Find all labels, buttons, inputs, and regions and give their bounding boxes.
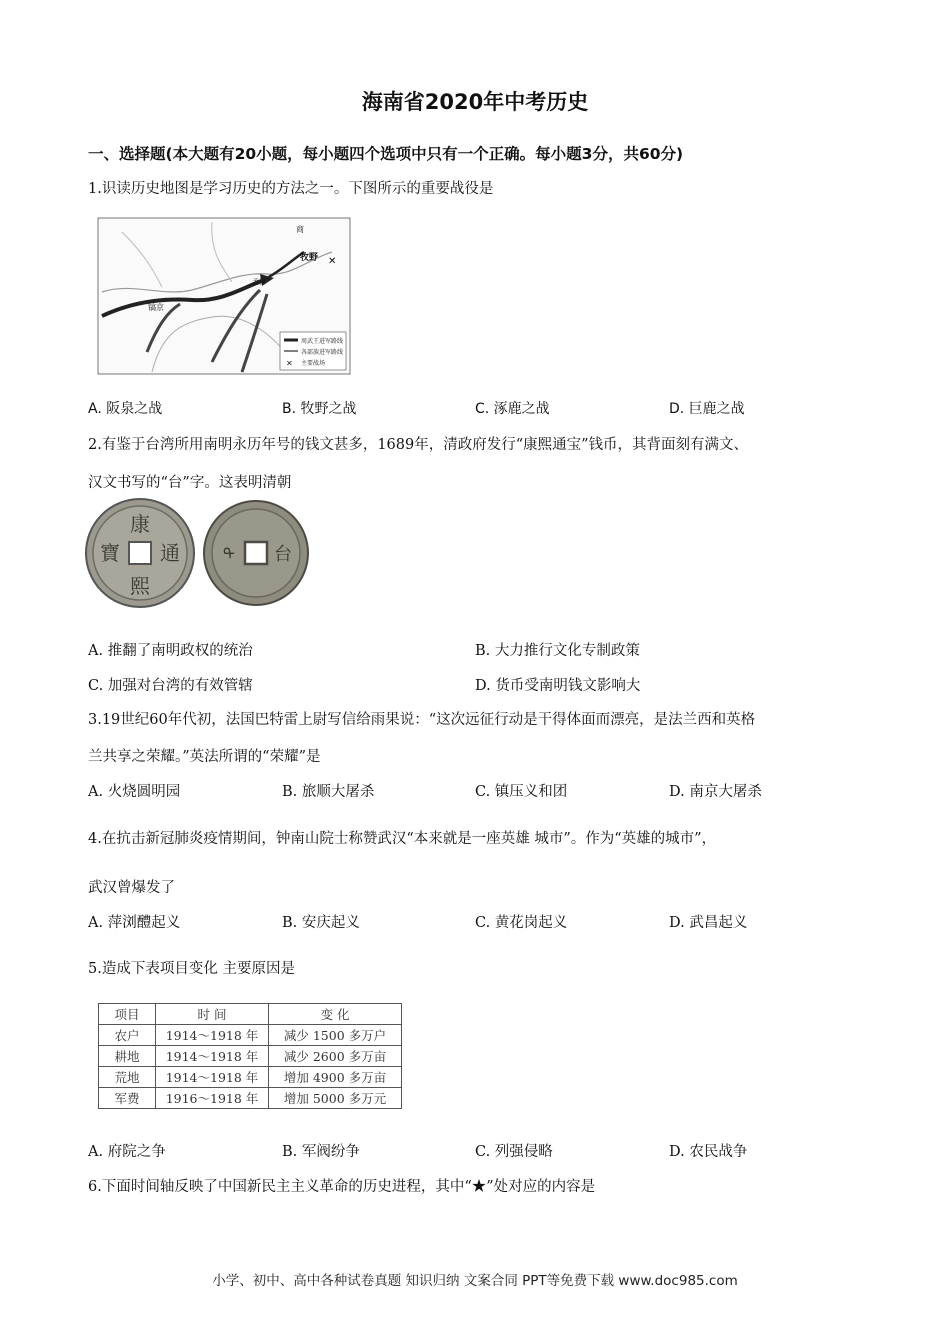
q5-option-b[interactable]: B. 军阀纷争 bbox=[282, 1144, 360, 1160]
coin-char-top: 康 bbox=[130, 512, 150, 536]
coin-back-image bbox=[204, 501, 308, 605]
question-2-stem-line1: 2.有鉴于台湾所用南明永历年号的钱文甚多，1689年，清政府发行“康熙通宝”钱币，其背面刻有满文、 bbox=[88, 437, 749, 453]
coin-char-left: 寶 bbox=[100, 541, 120, 565]
table-row bbox=[99, 1046, 402, 1067]
table-cell: 军费 bbox=[99, 1088, 156, 1109]
table-cell: 1914～1918 年 bbox=[156, 1046, 269, 1067]
legend-tribe-route: 各部族进军路线 bbox=[301, 349, 344, 356]
q5-option-d[interactable]: D. 农民战争 bbox=[669, 1144, 748, 1160]
question-1-stem: 1.识读历史地图是学习历史的方法之一。下图所示的重要战役是 bbox=[88, 181, 494, 197]
q1-option-b[interactable]: B. 牧野之战 bbox=[282, 401, 357, 417]
page-title: 海南省2020年中考历史 bbox=[361, 90, 589, 114]
data-table bbox=[98, 1003, 402, 1109]
q3-option-b[interactable]: B. 旅顺大屠杀 bbox=[282, 784, 375, 800]
question-4-stem-line1: 4.在抗击新冠肺炎疫情期间，钟南山院士称赞武汉“本来就是一座英雄 城市”。作为“英雄的城市”， bbox=[88, 831, 717, 847]
q2-option-b[interactable]: B. 大力推行文化专制政策 bbox=[475, 643, 640, 659]
table-cell: 荒地 bbox=[99, 1067, 156, 1088]
q1-option-a[interactable]: A. 阪泉之战 bbox=[88, 401, 163, 417]
page-footer: 小学、初中、高中各种试卷真题 知识归纳 文案合同 PPT等免费下载 www.doc985.com bbox=[212, 1273, 738, 1289]
table-cell: 1916～1918 年 bbox=[156, 1088, 269, 1109]
table-cell: 增加 5000 多万元 bbox=[269, 1088, 402, 1109]
table-row bbox=[99, 1025, 402, 1046]
q4-option-b[interactable]: B. 安庆起义 bbox=[282, 915, 360, 931]
battle-map-figure bbox=[92, 212, 354, 380]
legend-king-route: 周武王进军路线 bbox=[301, 338, 344, 345]
coin-back-char: 台 bbox=[274, 544, 292, 565]
q4-option-a[interactable]: A. 萍浏醴起义 bbox=[88, 915, 181, 931]
map-label-mengjin: 孟津 bbox=[252, 278, 266, 286]
table-header: 时 间 bbox=[156, 1004, 269, 1025]
table-cell: 减少 1500 多万户 bbox=[269, 1025, 402, 1046]
battle-mark-icon: ✕ bbox=[328, 256, 337, 267]
question-6-stem: 6.下面时间轴反映了中国新民主主义革命的历史进程，其中“★”处对应的内容是 bbox=[88, 1179, 596, 1195]
question-2-stem-line2: 汉文书写的“台”字。这表明清朝 bbox=[88, 475, 292, 491]
map-label-muye: 牧野 bbox=[300, 253, 319, 263]
table-cell: 增加 4900 多万亩 bbox=[269, 1067, 402, 1088]
table-header: 项目 bbox=[99, 1004, 156, 1025]
table-header-row bbox=[99, 1004, 402, 1025]
q3-option-c[interactable]: C. 镇压义和团 bbox=[475, 784, 568, 800]
q2-option-c[interactable]: C. 加强对台湾的有效管辖 bbox=[88, 678, 253, 694]
q1-option-d[interactable]: D. 巨鹿之战 bbox=[669, 401, 745, 417]
table-cell: 1914～1918 年 bbox=[156, 1025, 269, 1046]
map-label-shang: 商 bbox=[296, 225, 304, 234]
q2-option-d[interactable]: D. 货币受南明钱文影响大 bbox=[475, 678, 641, 694]
question-3-stem-line2: 兰共享之荣耀。”英法所谓的“荣耀”是 bbox=[88, 749, 321, 765]
svg-text:✕: ✕ bbox=[286, 359, 293, 368]
q2-option-a[interactable]: A. 推翻了南明政权的统治 bbox=[88, 643, 253, 659]
coin-figure bbox=[84, 497, 324, 609]
table-cell: 农户 bbox=[99, 1025, 156, 1046]
coin-char-bottom: 熙 bbox=[130, 574, 150, 598]
legend-battlefield: 主要战场 bbox=[301, 360, 326, 367]
q3-option-d[interactable]: D. 南京大屠杀 bbox=[669, 784, 762, 800]
table-row bbox=[99, 1067, 402, 1088]
question-5-stem: 5.造成下表项目变化 主要原因是 bbox=[88, 961, 295, 977]
question-4-stem-line2: 武汉曾爆发了 bbox=[88, 880, 175, 896]
q3-option-a[interactable]: A. 火烧圆明园 bbox=[88, 784, 181, 800]
q5-option-c[interactable]: C. 列强侵略 bbox=[475, 1144, 553, 1160]
q1-option-c[interactable]: C. 涿鹿之战 bbox=[475, 401, 550, 417]
q5-option-a[interactable]: A. 府院之争 bbox=[88, 1144, 166, 1160]
table-row bbox=[99, 1088, 402, 1109]
map-label-haojing: 镐京 bbox=[148, 303, 164, 312]
svg-text:ᠲ: ᠲ bbox=[223, 545, 235, 564]
coin-front-image bbox=[86, 499, 194, 607]
question-3-stem-line1: 3.19世纪60年代初，法国巴特雷上尉写信给雨果说：“这次远征行动是干得体面而漂亮，是法兰西和英格 bbox=[88, 712, 756, 728]
section-heading: 一、选择题(本大题有20小题，每小题四个选项中只有一个正确。每小题3分，共60分) bbox=[88, 145, 684, 163]
table-header: 变 化 bbox=[269, 1004, 402, 1025]
q4-option-d[interactable]: D. 武昌起义 bbox=[669, 915, 748, 931]
coin-char-right: 通 bbox=[160, 541, 180, 565]
table-cell: 耕地 bbox=[99, 1046, 156, 1067]
table-cell: 1914～1918 年 bbox=[156, 1067, 269, 1088]
q4-option-c[interactable]: C. 黄花岗起义 bbox=[475, 915, 568, 931]
table-cell: 减少 2600 多万亩 bbox=[269, 1046, 402, 1067]
